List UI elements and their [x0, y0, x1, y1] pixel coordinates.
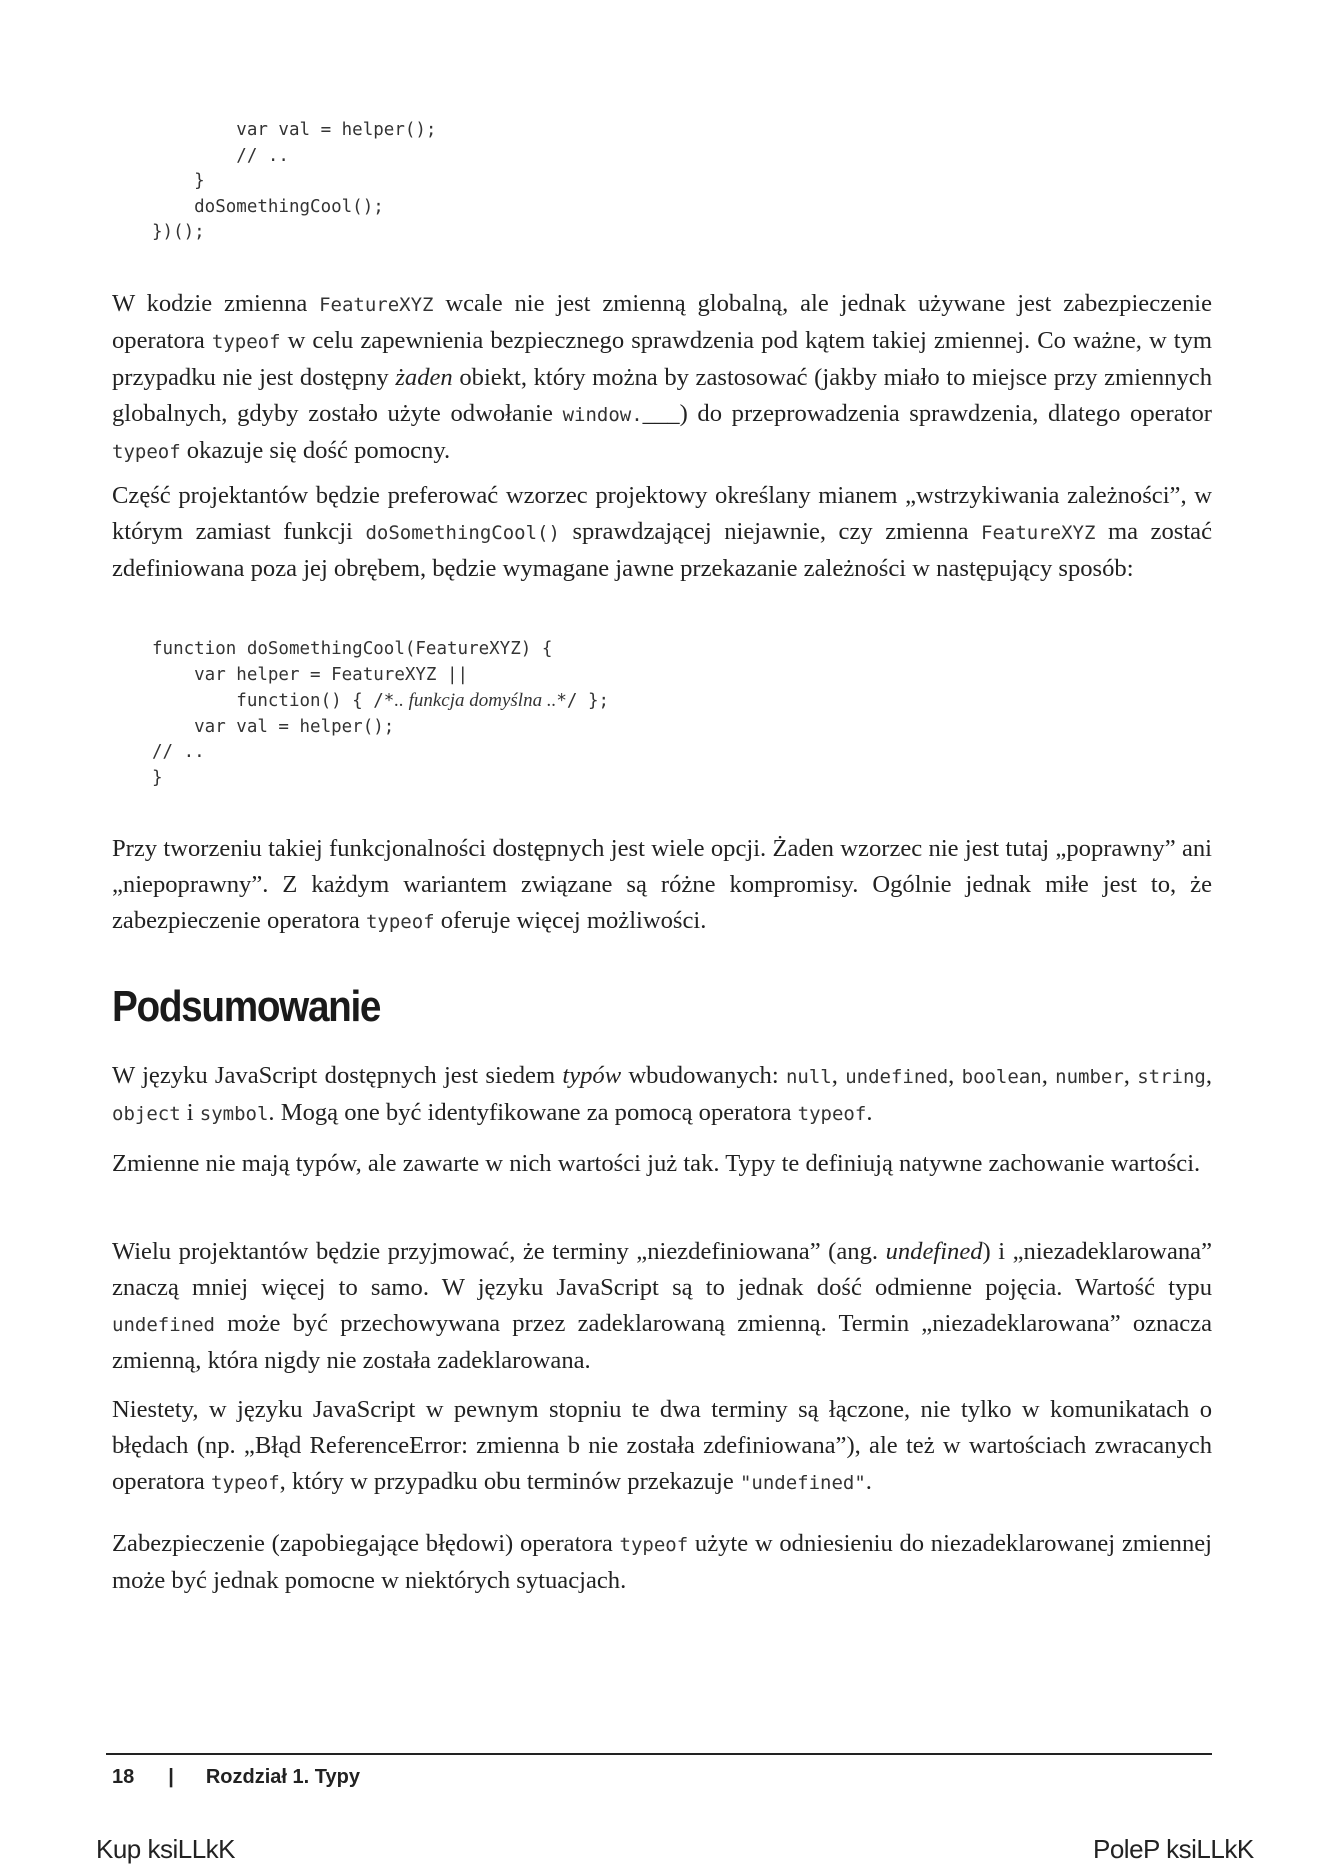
inline-code: undefined — [112, 1314, 215, 1336]
paragraph — [112, 1526, 1212, 1599]
paragraph — [112, 1234, 1212, 1379]
recommend-book-link[interactable]: PoleP ksiLLkK — [1093, 1834, 1254, 1864]
code-text: function() { /* — [152, 691, 395, 711]
text: w celu zapewnienia bezpiecznego sprawdzenia pod kątem takiej zmiennej. Co ważne, w tym przypadku nie jest dostępny — [112, 327, 1213, 391]
code-line — [152, 688, 609, 715]
page-number: 18 — [112, 1766, 135, 1788]
paragraph: Zmienne nie mają typów, ale zawarte w nich wartości już tak. Typy te definiują natywne zachowanie wartości. — [112, 1150, 1201, 1177]
text: wcale nie jest zmienną globalną, ale jednak używane jest zabezpieczenie operatora — [112, 290, 1212, 354]
text: oferuje więcej możliwości. — [434, 907, 707, 934]
inline-code: null — [785, 1066, 832, 1088]
code-line: var helper = FeatureXYZ || — [152, 664, 469, 685]
text: , — [948, 1062, 962, 1089]
code-line: })(); — [152, 222, 205, 242]
text: , — [1041, 1062, 1056, 1089]
code-block-top — [152, 118, 436, 246]
inline-code: FeatureXYZ — [319, 294, 434, 316]
code-line: } — [152, 171, 205, 191]
inline-code: typeof — [211, 331, 281, 353]
text: Przy tworzeniu takiej funkcjonalności dostępnych jest wiele opcji. Żaden wzorzec nie jest tutaj „poprawny” ani „niepoprawny”. Z każdym wariantem związane są różne kompromisy. Ogólnie jednak miłe jest to, że zabezpieczenie operatora — [112, 835, 1212, 934]
emphasis: żaden — [395, 364, 453, 391]
text: obiekt, który można by zastosować (jakby miało to miejsce przy zmiennych globalnych, gdyby zostało użyte odwołanie — [112, 364, 1212, 427]
inline-code: boolean — [961, 1066, 1042, 1088]
text: użyte w odniesieniu do niezadeklarowanej zmiennej może być jednak pomocne w niektórych sytuacjach. — [112, 1530, 1212, 1594]
text: . — [866, 1099, 873, 1126]
inline-code: doSomethingCool() — [365, 522, 560, 544]
code-line: var val = helper(); — [152, 716, 395, 737]
text: . — [865, 1468, 872, 1495]
emphasis: typów — [562, 1062, 622, 1089]
text: , — [831, 1062, 846, 1089]
text: okazuje się dość pomocny. — [180, 437, 451, 464]
paragraph — [112, 286, 1212, 470]
paragraph — [112, 831, 1212, 940]
footer-divider — [106, 1753, 1212, 1755]
code-line: function doSomethingCool(FeatureXYZ) { — [152, 639, 553, 659]
chapter-title: Rozdział 1. Typy — [205, 1766, 360, 1788]
code-line: // .. — [152, 145, 289, 166]
footer-separator: | — [168, 1766, 174, 1788]
text: wbudowanych: — [621, 1062, 786, 1089]
text: ma zostać zdefiniowana poza jej obrębem, będzie wymagane jawne przekazanie zależności w następujący sposób: — [112, 518, 1213, 582]
inline-code: string — [1137, 1066, 1206, 1088]
text: ) i „niezadeklarowana” znaczą mniej więcej to samo. W języku JavaScript są to jednak dość odmienne pojęcia. Wartość typu — [112, 1238, 1212, 1301]
text: W kodzie zmienna — [112, 290, 320, 317]
inline-code: undefined — [845, 1066, 949, 1088]
text: , który w przypadku obu terminów przekazuje — [279, 1468, 740, 1495]
code-block-middle — [152, 637, 609, 791]
code-text: */ }; — [556, 691, 610, 711]
text: Wielu projektantów będzie przyjmować, że terminy „niezdefiniowana” (ang. — [112, 1238, 886, 1265]
inline-code: object — [112, 1103, 181, 1125]
page-footer — [112, 1766, 360, 1789]
inline-code: typeof — [211, 1472, 280, 1494]
paragraph — [112, 1392, 1212, 1501]
code-comment: .. funkcja domyślna .. — [394, 690, 557, 711]
inline-code: typeof — [797, 1103, 867, 1125]
text: sprawdzającej niejawnie, czy zmienna — [559, 518, 982, 545]
code-line: } — [152, 767, 163, 788]
text: i — [180, 1099, 200, 1126]
text: Niestety, w języku JavaScript w pewnym stopniu te dwa terminy są łączone, nie tylko w komunikatach o błędach (np. „Błąd ReferenceError: zmienna b nie została zdefiniowana”), ale też w wartościach zwracanych operatora — [112, 1396, 1212, 1495]
inline-code: number — [1055, 1066, 1124, 1088]
inline-code: typeof — [365, 911, 435, 933]
text: , — [1205, 1062, 1213, 1089]
code-line: doSomethingCool(); — [152, 196, 384, 217]
code-line: // .. — [152, 742, 205, 762]
inline-code: window. — [562, 404, 643, 426]
text: może być przechowywana przez zadeklarowaną zmienną. Termin „niezadeklarowana” oznacza zmienną, która nigdy nie została zadeklarowana. — [112, 1310, 1212, 1374]
text: , — [1123, 1062, 1138, 1089]
text: . Mogą one być identyfikowane za pomocą operatora — [268, 1099, 798, 1126]
paragraph — [112, 1058, 1212, 1132]
paragraph — [112, 478, 1212, 587]
buy-book-link[interactable]: Kup ksiLLkK — [96, 1834, 236, 1864]
inline-code: "undefined" — [739, 1472, 866, 1494]
emphasis: undefined — [885, 1238, 983, 1265]
code-line: var val = helper(); — [152, 120, 437, 140]
section-heading: Podsumowanie — [112, 982, 381, 1031]
inline-code: typeof — [619, 1534, 689, 1556]
text: ___) do przeprowadzenia sprawdzenia, dlatego operator — [642, 400, 1212, 427]
inline-code: FeatureXYZ — [981, 522, 1096, 544]
text: W języku JavaScript dostępnych jest siedem — [112, 1062, 563, 1089]
text: Część projektantów będzie preferować wzorzec projektowy określany mianem „wstrzykiwania zależności”, w którym zamiast funkcji — [112, 482, 1212, 545]
inline-code: typeof — [112, 441, 181, 463]
inline-code: symbol — [199, 1103, 269, 1125]
text: Zabezpieczenie (zapobiegające błędowi) operatora — [112, 1530, 620, 1557]
